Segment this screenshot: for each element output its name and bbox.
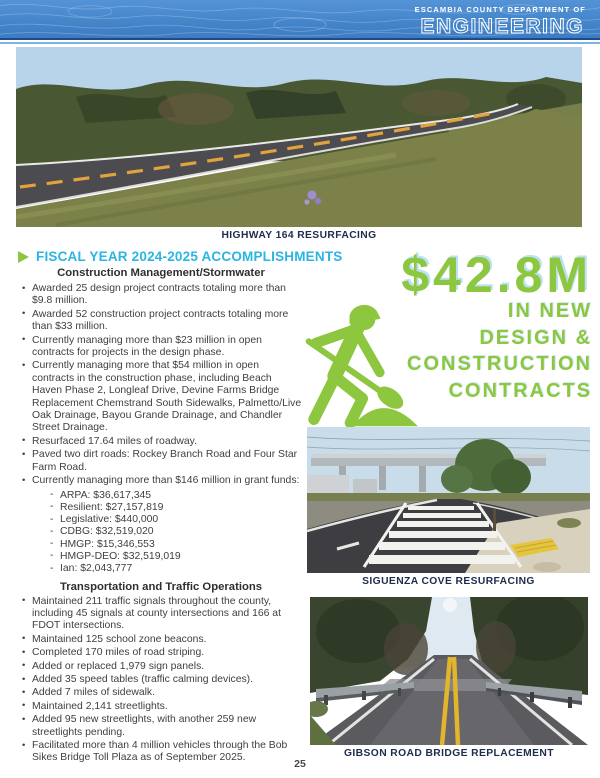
- transportation-bullet: • Completed 170 miles of road striping.: [22, 647, 304, 659]
- construction-bullet: • Paved two dirt roads: Rockey Branch Road and Four Star Farm Road.: [22, 449, 304, 474]
- banner-accent-strip: [0, 42, 600, 44]
- construction-bullet: • Currently managing more that $54 million in open contracts in the construction phase, including Beach Haven Phase 2, Longleaf Drive, Devine Farms Bridge Replacement Chemstrand South Sidewalks, Palmetto/Live Oak Drainage, Bayou Grande Drainage, and Chandler Street Drainage.: [22, 360, 304, 434]
- grant-fund-item: - ARPA: $36,617,345: [50, 490, 304, 502]
- transportation-bullet: • Maintained 125 school zone beacons.: [22, 634, 304, 646]
- grant-fund-item: - CDBG: $32,519,020: [50, 526, 304, 538]
- siguenza-cove-photo: [307, 427, 590, 587]
- grant-funds-list: [50, 490, 304, 576]
- highway-164-photo-illustration: [16, 47, 582, 227]
- transportation-section-heading: Transportation and Traffic Operations: [59, 580, 263, 593]
- construction-bullet: • Awarded 25 design project contracts totaling more than $9.8 million.: [22, 283, 304, 308]
- gibson-photo-illustration: [310, 597, 588, 745]
- highway-photo-caption: HIGHWAY 164 RESURFACING: [221, 230, 377, 241]
- siguenza-photo-illustration: [307, 427, 590, 573]
- highlight-amount: $42.8M: [401, 247, 592, 303]
- construction-bullet: • Currently managing more than $23 million in open contracts for projects in the design phase.: [22, 335, 304, 360]
- transportation-bullet: • Maintained 211 traffic signals throughout the county, including 45 signals at county intersections and 166 at FDOT intersections.: [22, 596, 304, 633]
- transportation-bullet: • Facilitated more than 4 million vehicles through the Bob Sikes Bridge Toll Plaza as of September 2025.: [22, 740, 304, 765]
- grant-fund-item: - HMGP-DEO: $32,519,019: [50, 551, 304, 563]
- gibson-road-bridge-photo: [310, 597, 588, 759]
- grant-fund-item: - HMGP: $15,346,553: [50, 539, 304, 551]
- accomplishments-left-column: [18, 267, 304, 766]
- gibson-photo-caption: GIBSON ROAD BRIDGE REPLACEMENT: [344, 748, 554, 759]
- highlight-line-3: CONSTRUCTION: [406, 353, 592, 375]
- page-number: 25: [294, 758, 306, 770]
- construction-bullet: • Currently managing more than $146 million in grant funds:: [22, 475, 304, 487]
- highway-164-photo: [16, 47, 582, 241]
- siguenza-photo-caption: SIGUENZA COVE RESURFACING: [362, 576, 535, 587]
- department-label: ESCAMBIA COUNTY DEPARTMENT OF: [414, 5, 586, 14]
- grant-fund-item: - Legislative: $440,000: [50, 514, 304, 526]
- engineering-outline-wordmark: [374, 15, 586, 37]
- transportation-bullet: • Added 95 new streetlights, with another 259 new streetlights pending.: [22, 714, 304, 739]
- construction-section-heading: Construction Management/Stormwater: [57, 267, 265, 279]
- department-name: ENGINEERING: [420, 15, 584, 37]
- grant-fund-item: - Ian: $2,043,777: [50, 563, 304, 575]
- transportation-bullet: • Maintained 2,141 streetlights.: [22, 701, 304, 713]
- fiscal-year-heading: [18, 249, 342, 264]
- contracts-highlight: [298, 247, 592, 425]
- right-triangle-icon: [18, 251, 29, 263]
- highlight-line-1: IN NEW: [507, 300, 592, 322]
- highlight-line-4: CONTRACTS: [448, 379, 592, 402]
- highlight-line-2: DESIGN &: [479, 326, 592, 349]
- construction-bullet: • Awarded 52 construction project contracts totaling more than $33 million.: [22, 309, 304, 334]
- construction-bullet: • Resurfaced 17.64 miles of roadway.: [22, 436, 304, 448]
- header-banner: [0, 0, 600, 40]
- construction-bullet-list: [22, 283, 304, 488]
- transportation-bullet: • Added 35 speed tables (traffic calming devices).: [22, 674, 304, 686]
- transportation-bullet: • Added or replaced 1,979 sign panels.: [22, 661, 304, 673]
- header-titles: [374, 5, 586, 37]
- grant-fund-item: - Resilient: $27,157,819: [50, 502, 304, 514]
- construction-worker-digging-icon: [298, 298, 420, 428]
- accomplishments-title: FISCAL YEAR 2024-2025 ACCOMPLISHMENTS: [36, 249, 343, 264]
- transportation-bullet: • Added 7 miles of sidewalk.: [22, 687, 304, 699]
- transportation-bullet-list: [22, 596, 304, 765]
